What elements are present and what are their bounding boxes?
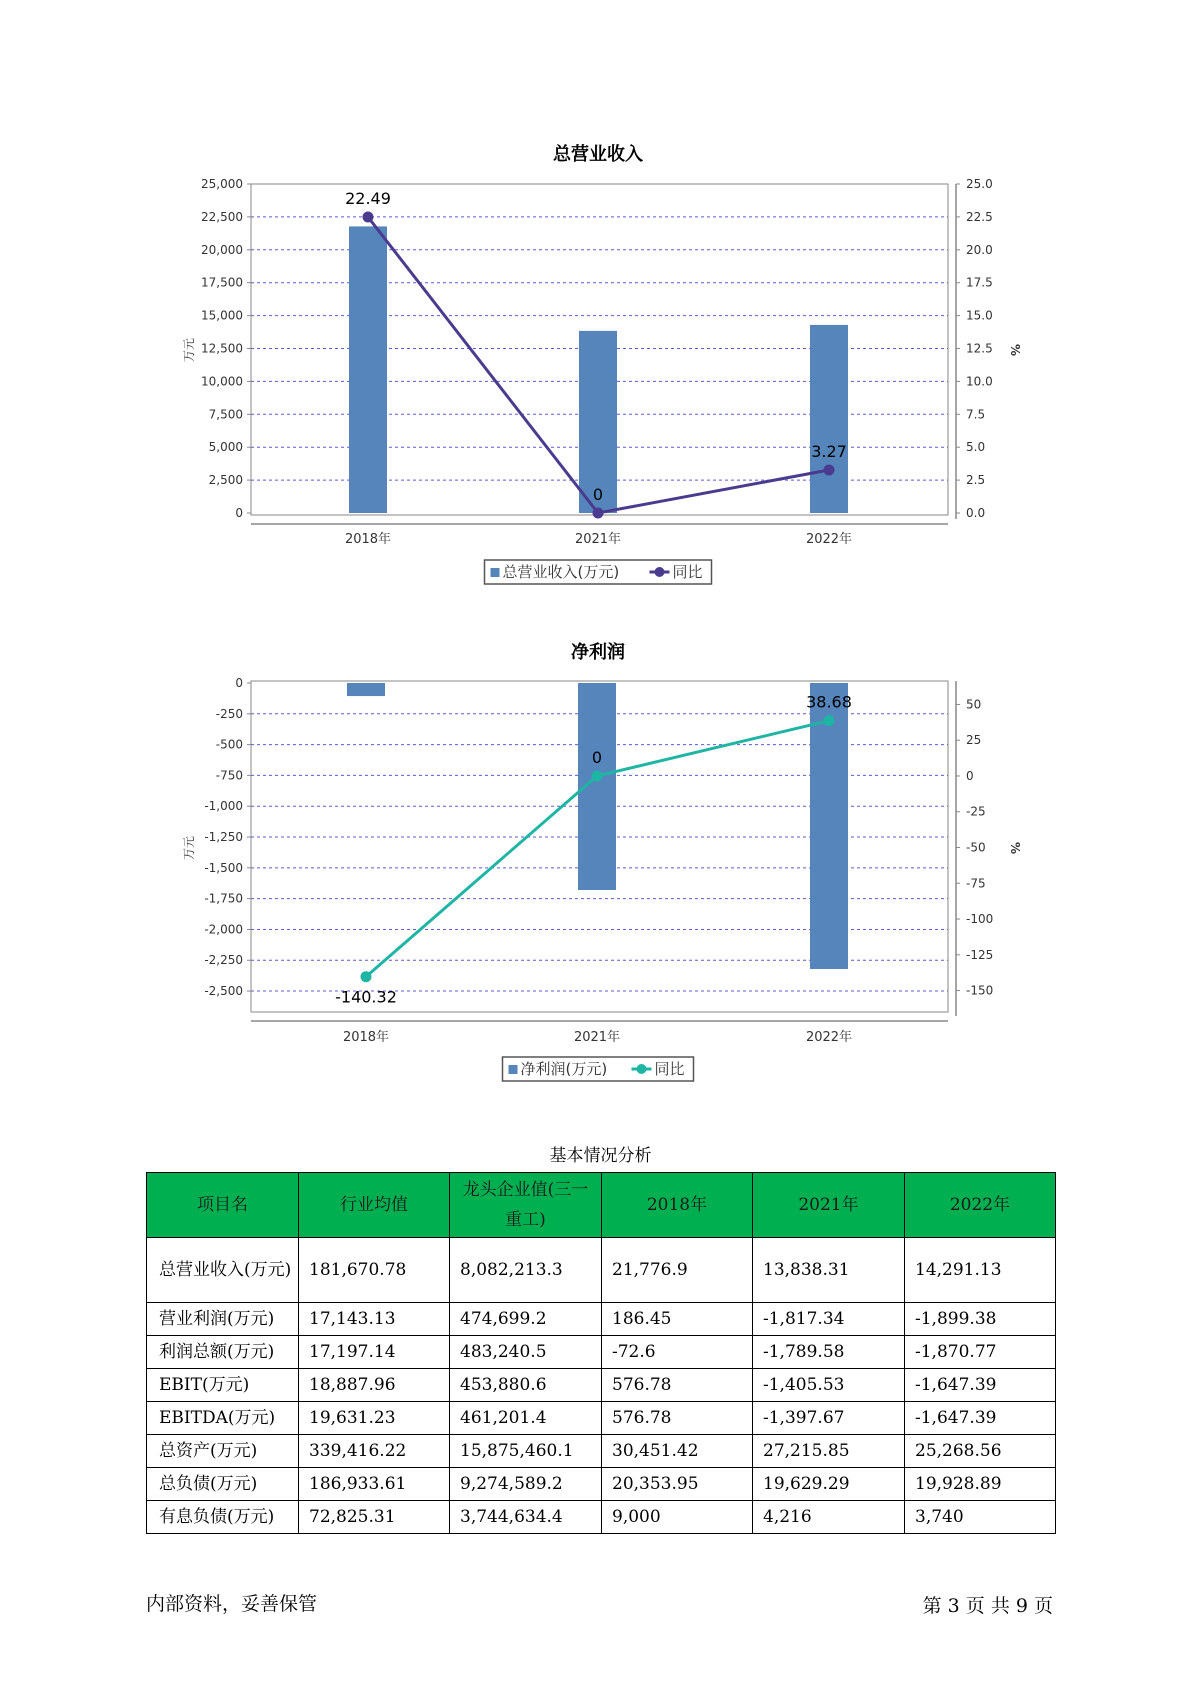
y-tick-label: -500 (215, 737, 243, 752)
table-row (147, 1303, 1056, 1336)
table-cell: -1,870.77 (905, 1336, 1056, 1369)
legend-bar-label: 总营业收入(万元) (502, 563, 620, 581)
bar (349, 226, 387, 513)
y-tick-label: 10,000 (201, 374, 243, 389)
y-axis-title: 万元 (182, 835, 196, 861)
data-label: 0 (591, 747, 603, 767)
y2-tick-label: 12.5 (966, 341, 993, 356)
y-tick-label: 17,500 (201, 275, 243, 290)
y2-tick-label: 7.5 (966, 407, 986, 422)
y-tick-label: 22,500 (201, 209, 243, 224)
row-label: 利润总额(万元) (147, 1336, 299, 1369)
y-tick-label: 15,000 (201, 308, 243, 323)
y2-tick-label: 20.0 (966, 242, 993, 257)
table-cell: 20,353.95 (602, 1468, 753, 1501)
table-cell: -72.6 (602, 1336, 753, 1369)
table-cell: 15,875,460.1 (450, 1435, 602, 1468)
table-cell: 13,838.31 (753, 1238, 905, 1303)
table-cell: 27,215.85 (753, 1435, 905, 1468)
data-label: 0 (592, 485, 604, 504)
series-point (363, 212, 374, 223)
y-tick-label: -1,250 (204, 830, 243, 845)
table-cell: -1,647.39 (905, 1402, 1056, 1435)
series-point (592, 770, 603, 781)
header-item-name: 项目名 (147, 1173, 299, 1238)
y-tick-label: 0 (235, 676, 243, 690)
chart-title: 净利润 (571, 642, 625, 663)
bar (810, 325, 848, 513)
table-cell: 4,216 (753, 1501, 905, 1534)
table-cell: 18,887.96 (299, 1369, 450, 1402)
table-row (147, 1336, 1056, 1369)
series-point (824, 464, 835, 475)
x-tick-label: 2018年 (344, 532, 392, 547)
table-cell: 483,240.5 (450, 1336, 602, 1369)
y2-tick-label: 5.0 (966, 440, 986, 455)
row-label: EBIT(万元) (147, 1369, 299, 1402)
table-cell: -1,817.34 (753, 1303, 905, 1336)
data-label: 3.27 (811, 441, 847, 461)
y-tick-label: -2,500 (204, 984, 243, 999)
table-cell: 3,744,634.4 (450, 1501, 602, 1534)
table-cell: 186,933.61 (299, 1468, 450, 1501)
table-header-row (147, 1173, 1056, 1238)
table-cell: 339,416.22 (299, 1435, 450, 1468)
y-tick-label: 5,000 (208, 440, 243, 455)
y2-tick-label: 0 (966, 768, 974, 783)
legend-line-label: 同比 (654, 1060, 685, 1078)
table-cell: -1,647.39 (905, 1369, 1056, 1402)
table-cell: 186.45 (602, 1303, 753, 1336)
table-cell: 19,631.23 (299, 1402, 450, 1435)
y2-tick-label: 22.5 (966, 209, 993, 224)
y2-tick-label: -100 (966, 912, 994, 927)
y-tick-label: -2,000 (204, 922, 243, 937)
table-cell: 14,291.13 (905, 1238, 1056, 1303)
table-cell: 19,629.29 (753, 1468, 905, 1501)
legend-line-marker (637, 1064, 647, 1074)
y2-tick-label: 0.0 (966, 506, 986, 520)
data-label: -140.32 (335, 987, 397, 1007)
data-label: 22.49 (345, 189, 391, 209)
table-cell: 9,000 (602, 1501, 753, 1534)
table-cell: 19,928.89 (905, 1468, 1056, 1501)
table-cell: 8,082,213.3 (450, 1238, 602, 1303)
y2-tick-label: 10.0 (966, 374, 993, 389)
y2-tick-label: -50 (966, 840, 986, 855)
table-cell: -1,789.58 (753, 1336, 905, 1369)
table-row (147, 1369, 1056, 1402)
table-cell: -1,405.53 (753, 1369, 905, 1402)
table-cell: -1,899.38 (905, 1303, 1056, 1336)
table-row (147, 1238, 1056, 1303)
y-axis-title: 万元 (182, 337, 196, 363)
table-cell: 453,880.6 (450, 1369, 602, 1402)
table-cell: 9,274,589.2 (450, 1468, 602, 1501)
bar (347, 683, 385, 696)
table-cell: 181,670.78 (299, 1238, 450, 1303)
legend-bar-label: 净利润(万元) (520, 1060, 608, 1078)
x-tick-label: 2022年 (805, 532, 853, 547)
table-cell: 21,776.9 (602, 1238, 753, 1303)
table-cell: 30,451.42 (602, 1435, 753, 1468)
header-industry-average: 行业均值 (299, 1173, 450, 1238)
legend-line-label: 同比 (672, 563, 703, 581)
legend-line-marker (655, 567, 665, 577)
table-row (147, 1468, 1056, 1501)
y2-tick-label: -125 (966, 947, 994, 962)
row-label: 总资产(万元) (147, 1435, 299, 1468)
y-tick-label: -1,000 (204, 799, 243, 814)
y-tick-label: -250 (215, 706, 243, 721)
table-cell: -1,397.67 (753, 1402, 905, 1435)
y2-tick-label: -75 (966, 876, 986, 891)
y2-axis-title: % (1008, 343, 1022, 357)
row-label: EBITDA(万元) (147, 1402, 299, 1435)
table-cell: 576.78 (602, 1402, 753, 1435)
y2-tick-label: 17.5 (966, 275, 993, 290)
table-cell: 17,197.14 (299, 1336, 450, 1369)
table-cell: 474,699.2 (450, 1303, 602, 1336)
chart-title: 总营业收入 (553, 144, 643, 165)
y-tick-label: -1,750 (204, 891, 243, 906)
y2-axis-title: % (1008, 841, 1022, 855)
y-tick-label: -2,250 (204, 953, 243, 968)
y-tick-label: 12,500 (201, 341, 243, 356)
y2-tick-label: 50 (966, 697, 982, 712)
table-row (147, 1501, 1056, 1534)
row-label: 总营业收入(万元) (147, 1238, 299, 1303)
y-tick-label: 0 (235, 506, 243, 520)
y2-tick-label: 15.0 (966, 308, 993, 323)
row-label: 总负债(万元) (147, 1468, 299, 1501)
y2-tick-label: 2.5 (966, 473, 986, 488)
header-2018: 2018年 (602, 1173, 753, 1238)
y-tick-label: -750 (215, 768, 243, 783)
x-tick-label: 2021年 (574, 532, 622, 547)
header-2022: 2022年 (905, 1173, 1056, 1238)
table-row (147, 1435, 1056, 1468)
x-tick-label: 2022年 (805, 1030, 853, 1045)
legend-bar-swatch (491, 568, 500, 577)
header-2021: 2021年 (753, 1173, 905, 1238)
table-cell: 3,740 (905, 1501, 1056, 1534)
table-cell: 17,143.13 (299, 1303, 450, 1336)
legend-bar-swatch (509, 1065, 518, 1074)
table-caption: 基本情况分析 (549, 1146, 652, 1166)
table-cell: 72,825.31 (299, 1501, 450, 1534)
x-tick-label: 2021年 (573, 1030, 621, 1045)
analysis-table-section (146, 1142, 1055, 1534)
table-cell: 576.78 (602, 1369, 753, 1402)
table-row (147, 1402, 1056, 1435)
x-tick-label: 2018年 (342, 1030, 390, 1045)
series-point (593, 508, 604, 519)
table-cell: 25,268.56 (905, 1435, 1056, 1468)
table-cell: 461,201.4 (450, 1402, 602, 1435)
footer-page-number: 第 3 页 共 9 页 (922, 1595, 1053, 1617)
y2-tick-label: -150 (966, 983, 994, 998)
y-tick-label: 25,000 (201, 177, 243, 191)
y2-tick-label: 25.0 (966, 177, 993, 191)
series-point (824, 715, 835, 726)
row-label: 营业利润(万元) (147, 1303, 299, 1336)
series-point (361, 971, 372, 982)
y-tick-label: 2,500 (208, 473, 243, 488)
row-label: 有息负债(万元) (147, 1501, 299, 1534)
y-tick-label: -1,500 (204, 860, 243, 875)
y-tick-label: 20,000 (201, 242, 243, 257)
data-label: 38.68 (806, 692, 852, 712)
footer-confidential-note: 内部资料，妥善保管 (146, 1593, 318, 1615)
analysis-table (146, 1172, 1056, 1534)
y-tick-label: 7,500 (208, 407, 243, 422)
y2-tick-label: -25 (966, 804, 986, 819)
header-leader-value: 龙头企业值(三一重工) (450, 1173, 602, 1238)
y2-tick-label: 25 (966, 733, 982, 748)
